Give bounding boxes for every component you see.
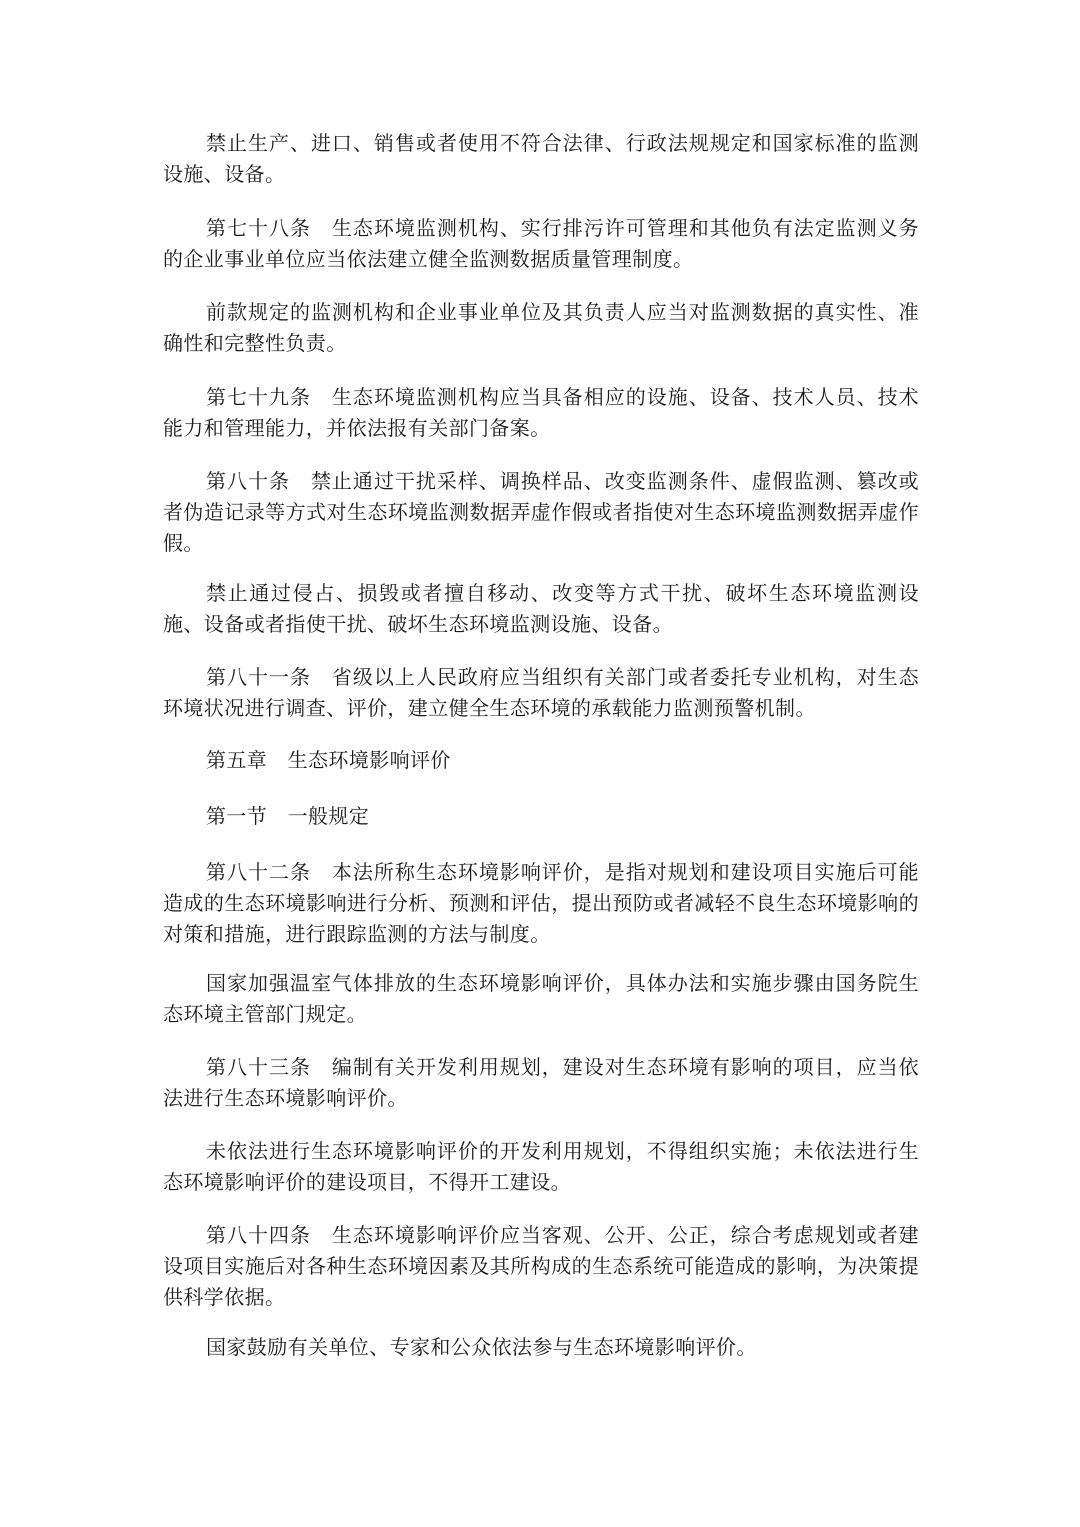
paragraph-facility-interference-ban: 禁止通过侵占、损毁或者擅自移动、改变等方式干扰、破坏生态环境监测设施、设备或者指使干扰、破坏生态环境监测设施、设备。 <box>163 581 919 636</box>
paragraph-monitoring-equipment-ban: 禁止生产、进口、销售或者使用不符合法律、行政法规规定和国家标准的监测设施、设备。 <box>163 131 919 186</box>
article-80: 第八十条 禁止通过干扰采样、调换样品、改变监测条件、虚假监测、篡改或者伪造记录等方式对生态环境监测数据弄虚作假或者指使对生态环境监测数据弄虚作假。 <box>163 469 919 555</box>
article-84: 第八十四条 生态环境影响评价应当客观、公开、公正，综合考虑规划或者建设项目实施后对各种生态环境因素及其所构成的生态系统可能造成的影响，为决策提供科学依据。 <box>163 1223 919 1309</box>
article-82: 第八十二条 本法所称生态环境影响评价，是指对规划和建设项目实施后可能造成的生态环境影响进行分析、预测和评估，提出预防或者减轻不良生态环境影响的对策和措施，进行跟踪监测的方法与制度。 <box>163 860 919 946</box>
paragraph-public-participation: 国家鼓励有关单位、专家和公众依法参与生态环境影响评价。 <box>206 1335 757 1359</box>
paragraph-greenhouse-gas: 国家加强温室气体排放的生态环境影响评价，具体办法和实施步骤由国务院生态环境主管部门规定。 <box>163 971 919 1026</box>
chapter-5-heading: 第五章 生态环境影响评价 <box>206 748 451 772</box>
paragraph-no-assessment-consequence: 未依法进行生态环境影响评价的开发利用规划，不得组织实施；未依法进行生态环境影响评价的建设项目，不得开工建设。 <box>163 1139 919 1194</box>
article-83: 第八十三条 编制有关开发利用规划，建设对生态环境有影响的项目，应当依法进行生态环境影响评价。 <box>163 1055 919 1110</box>
article-79: 第七十九条 生态环境监测机构应当具备相应的设施、设备、技术人员、技术能力和管理能力，并依法报有关部门备案。 <box>163 385 919 440</box>
article-78: 第七十八条 生态环境监测机构、实行排污许可管理和其他负有法定监测义务的企业事业单位应当依法建立健全监测数据质量管理制度。 <box>163 216 919 271</box>
section-1-heading: 第一节 一般规定 <box>206 804 370 828</box>
paragraph-data-responsibility: 前款规定的监测机构和企业事业单位及其负责人应当对监测数据的真实性、准确性和完整性负责。 <box>163 300 919 355</box>
article-81: 第八十一条 省级以上人民政府应当组织有关部门或者委托专业机构，对生态环境状况进行调查、评价，建立健全生态环境的承载能力监测预警机制。 <box>163 665 919 720</box>
